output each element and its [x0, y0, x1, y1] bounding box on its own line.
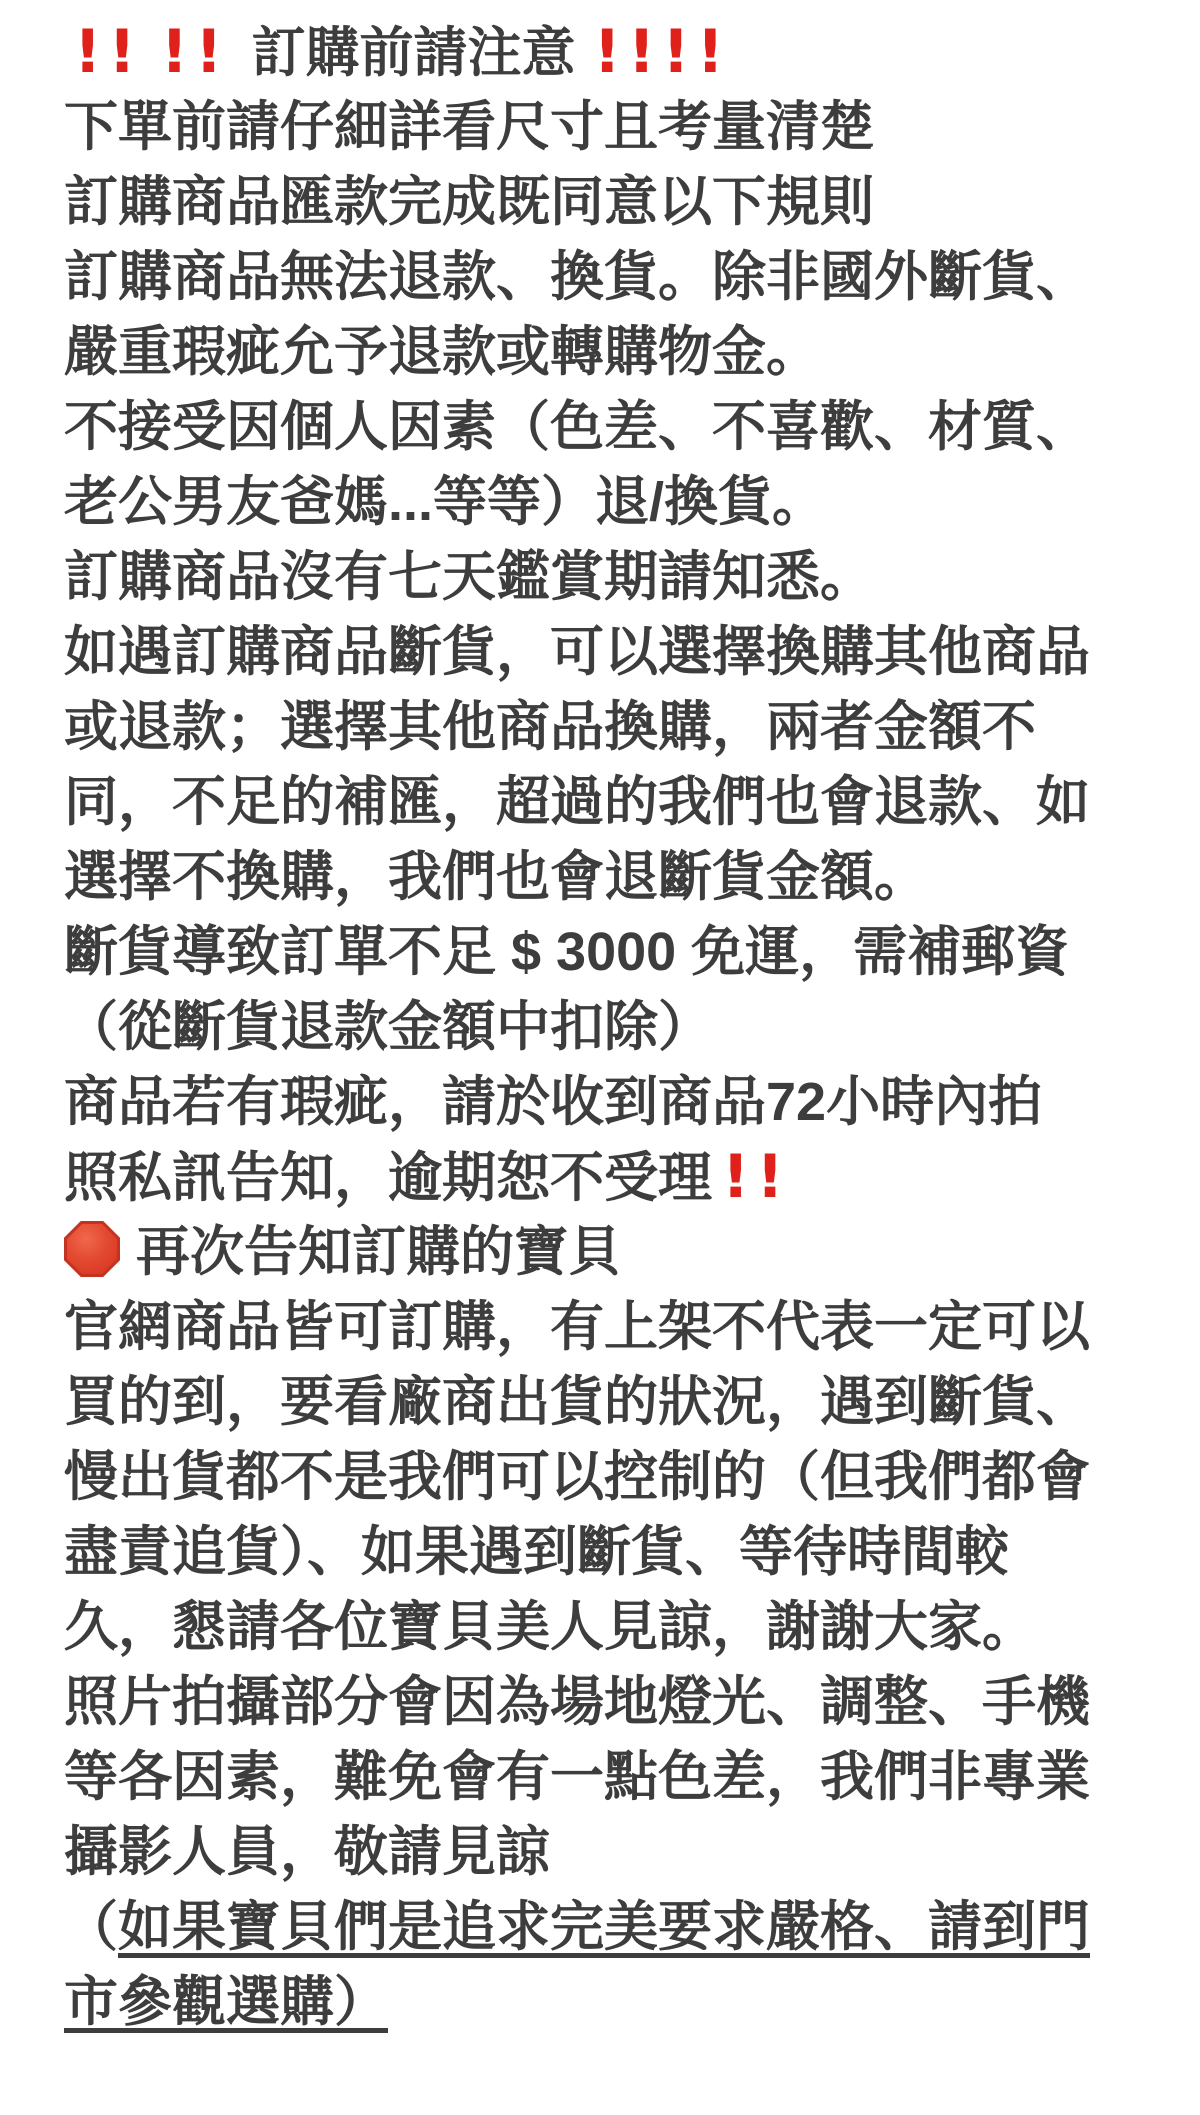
notice-text: 久，懇請各位寶貝美人見諒，謝謝大家。 [64, 1597, 1036, 1657]
notice-line [64, 165, 1170, 240]
notice-line [64, 1590, 1170, 1665]
double-exclamation-icon: !! [662, 17, 731, 87]
notice-line [64, 540, 1170, 615]
notice-text: 照片拍攝部分會因為場地燈光、調整、手機 [64, 1672, 1090, 1732]
notice-text: （從斷貨退款金額中扣除） [64, 997, 712, 1057]
notice-line [64, 615, 1170, 690]
notice-text: 不接受因個人因素（色差、不喜歡、材質、 [64, 397, 1090, 457]
notice-text: 官網商品皆可訂購，有上架不代表一定可以 [64, 1297, 1090, 1357]
notice-line [64, 1140, 1170, 1215]
notice-line [64, 465, 1170, 540]
notice-line [64, 1365, 1170, 1440]
notice-line [64, 1065, 1170, 1140]
notice-text: 盡責追貨）、如果遇到斷貨、等待時間較 [64, 1522, 1009, 1582]
notice-line [64, 1665, 1170, 1740]
notice-text: 嚴重瑕疵允予退款或轉購物金。 [64, 322, 820, 382]
notice-line [64, 315, 1170, 390]
notice-line [64, 240, 1170, 315]
stop-sign-icon [64, 1221, 120, 1277]
notice-line [64, 390, 1170, 465]
notice-text: 照私訊告知，逾期恕不受理 [64, 1148, 712, 1208]
notice-line [64, 990, 1170, 1065]
double-exclamation-icon: !! [74, 17, 143, 87]
notice-line [64, 1965, 1170, 2040]
notice-line [64, 15, 1170, 90]
notice-text: （ [64, 1897, 118, 1957]
notice-line [64, 1515, 1170, 1590]
notice-text: 選擇不換購，我們也會退斷貨金額。 [64, 847, 928, 907]
notice-text: 或退款；選擇其他商品換購，兩者金額不 [64, 697, 1036, 757]
notice-text: 等各因素，難免會有一點色差，我們非專業 [64, 1747, 1090, 1807]
double-exclamation-icon: !! [160, 17, 230, 87]
underlined-notice-text: 如果寶貝們是追求完美要求嚴格、請到門 [118, 1897, 1090, 1957]
double-exclamation-icon: !! [593, 17, 663, 87]
notice-text: 如遇訂購商品斷貨，可以選擇換購其他商品 [64, 622, 1090, 682]
notice-text: 攝影人員，敬請見諒 [64, 1822, 550, 1882]
stop-sign-face [67, 1224, 117, 1274]
notice-text: 訂購商品無法退款、換貨。除非國外斷貨、 [64, 247, 1090, 307]
notice-text: 同，不足的補匯，超過的我們也會退款、如 [64, 772, 1090, 832]
notice-line [64, 690, 1170, 765]
notice-text: 商品若有瑕疵，請於收到商品72小時內拍 [64, 1072, 1043, 1132]
notice-line [64, 1215, 1170, 1290]
notice-text: 斷貨導致訂單不足 $ 3000 免運，需補郵資 [64, 922, 1070, 982]
notice-text: 再次告知訂購的寶貝 [136, 1222, 622, 1282]
notice-line [64, 765, 1170, 840]
notice-line [64, 1740, 1170, 1815]
double-exclamation-icon: !! [722, 1142, 791, 1212]
notice-line [64, 840, 1170, 915]
notice-text: 訂購商品匯款完成既同意以下規則 [64, 172, 874, 232]
notice-text: 老公男友爸媽...等等）退/換貨。 [64, 472, 827, 532]
notice-text: 慢出貨都不是我們可以控制的（但我們都會 [64, 1447, 1090, 1507]
underlined-notice-text: 市參觀選購） [64, 1972, 388, 2032]
notice-text: 下單前請仔細詳看尺寸且考量清楚 [64, 97, 874, 157]
notice-line [64, 1290, 1170, 1365]
notice [64, 15, 1170, 2040]
notice-text: 買的到，要看廠商出貨的狀況，遇到斷貨、 [64, 1372, 1090, 1432]
notice-line [64, 1440, 1170, 1515]
notice-line [64, 90, 1170, 165]
notice-text: 訂購前請注意 [251, 23, 576, 83]
notice-line [64, 1890, 1170, 1965]
notice-line [64, 1815, 1170, 1890]
notice-line [64, 915, 1170, 990]
notice-text: 訂購商品沒有七天鑑賞期請知悉。 [64, 547, 874, 607]
